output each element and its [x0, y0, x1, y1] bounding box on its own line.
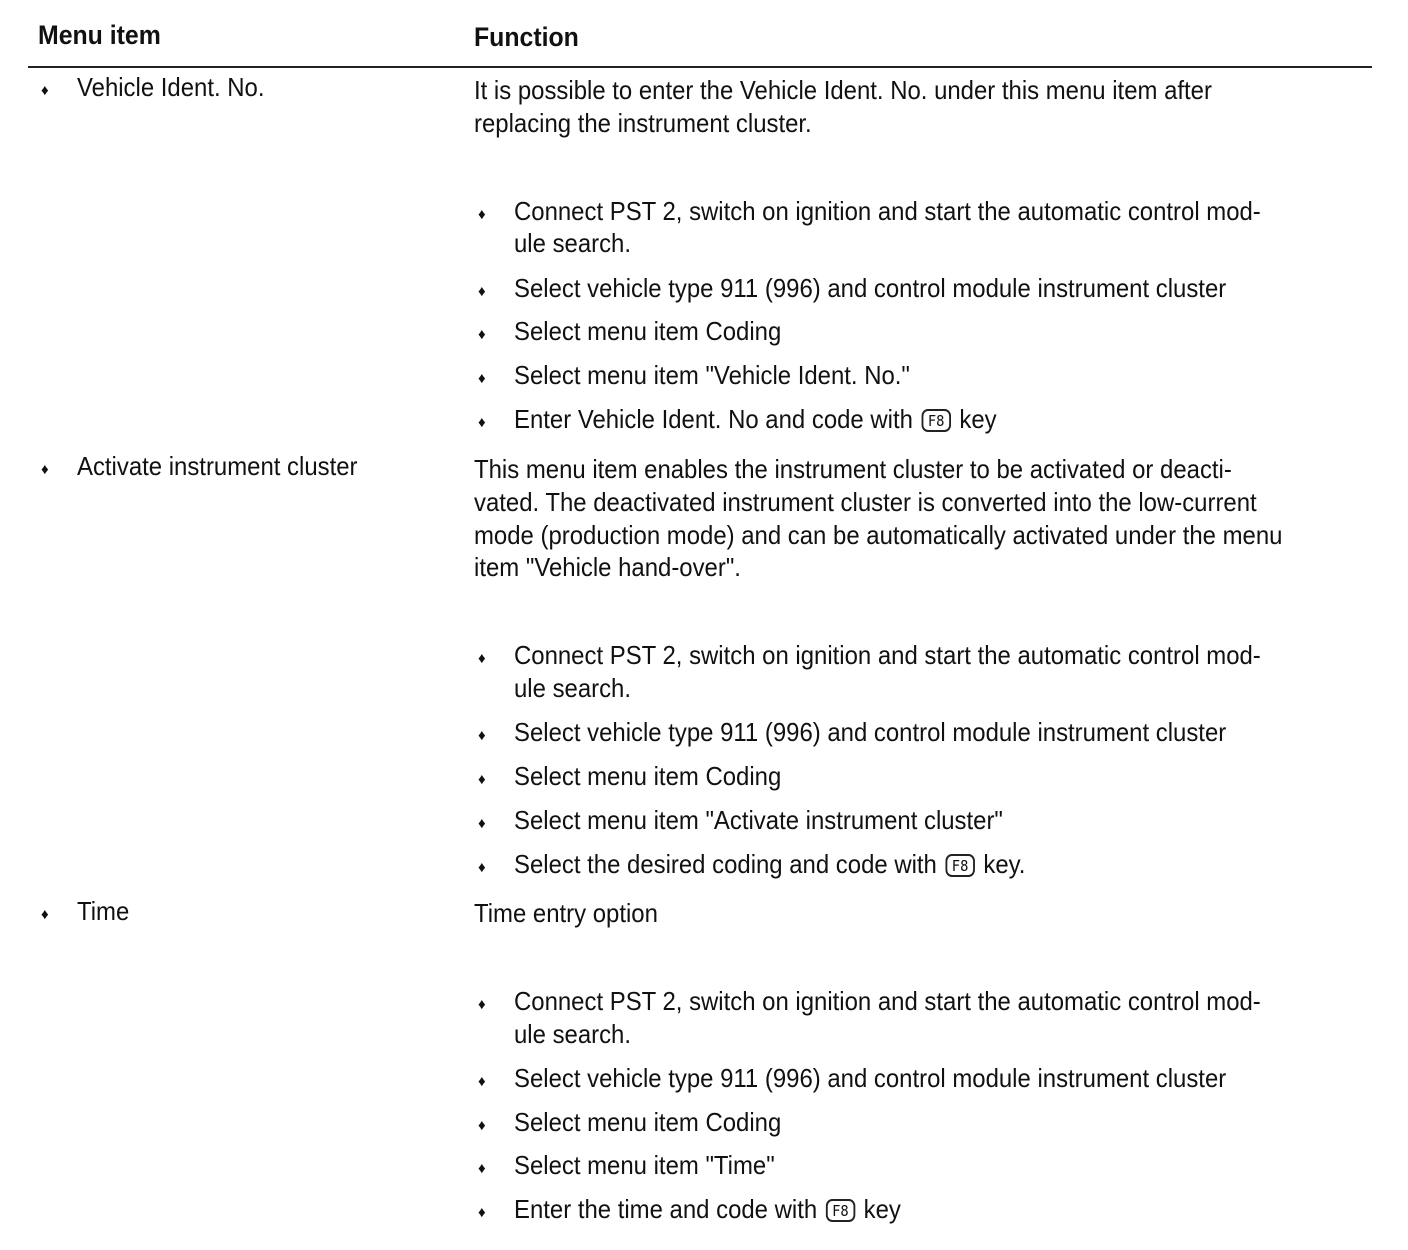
- description-line: vated. The deactivated instrument cluster is converted into the low-current: [474, 487, 1257, 517]
- step-bullet: ♦: [478, 414, 486, 431]
- step-line: Select menu item "Time": [514, 1150, 775, 1180]
- step-line: Select menu item "Vehicle Ident. No.": [514, 360, 910, 390]
- step-suffix: key.: [983, 849, 1026, 879]
- function-column-header: Function: [474, 22, 579, 52]
- step-bullet: ♦: [478, 1073, 486, 1090]
- step-bullet: ♦: [478, 771, 486, 788]
- step-suffix: key: [959, 404, 997, 434]
- step-line: Select menu item Coding: [514, 1107, 782, 1137]
- step-line: Select vehicle type 911 (996) and control module instrument cluster: [514, 717, 1227, 747]
- step-line: Select vehicle type 911 (996) and control module instrument cluster: [514, 273, 1227, 303]
- menu-item-vehicle-ident-no: Vehicle Ident. No.: [77, 72, 265, 102]
- step-bullet: ♦: [478, 859, 486, 876]
- step-line: [514, 1193, 901, 1226]
- step-text: Enter Vehicle Ident. No and code with: [514, 404, 913, 434]
- section-bullet: ♦: [41, 82, 49, 99]
- step-line: Select menu item Coding: [514, 316, 782, 346]
- step-text: Enter the time and code with: [514, 1194, 818, 1224]
- section-bullet: ♦: [41, 906, 49, 923]
- step-line: [514, 403, 997, 436]
- step-suffix: key: [863, 1194, 901, 1224]
- header-divider: [28, 66, 1372, 68]
- step-bullet: ♦: [478, 996, 486, 1013]
- description-line: item "Vehicle hand-over".: [474, 552, 741, 582]
- step-line: Connect PST 2, switch on ignition and start the automatic control mod-: [514, 640, 1261, 670]
- description-line: mode (production mode) and can be automatically activated under the menu: [474, 520, 1283, 550]
- step-line: ule search.: [514, 673, 632, 703]
- step-bullet: ♦: [478, 370, 486, 387]
- step-bullet: ♦: [478, 1160, 486, 1177]
- step-text: Select the desired coding and code with: [514, 849, 937, 879]
- step-bullet: ♦: [478, 727, 486, 744]
- step-bullet: ♦: [478, 815, 486, 832]
- step-line: ule search.: [514, 1019, 632, 1049]
- step-line: Connect PST 2, switch on ignition and start the automatic control mod-: [514, 196, 1261, 226]
- menu-item-time: Time: [77, 896, 130, 926]
- step-bullet: ♦: [478, 1117, 486, 1134]
- step-line: [514, 848, 1025, 881]
- menu-item-activate-instrument-cluster: Activate instrument cluster: [77, 451, 358, 481]
- step-bullet: ♦: [478, 326, 486, 343]
- section-bullet: ♦: [41, 461, 49, 478]
- description-line: Time entry option: [474, 898, 658, 928]
- f8-key-icon: F8: [921, 409, 950, 432]
- description-line: It is possible to enter the Vehicle Ident. No. under this menu item after: [474, 75, 1212, 105]
- f8-key-icon: F8: [826, 1199, 855, 1222]
- menu-item-column-header: Menu item: [38, 20, 161, 50]
- step-bullet: ♦: [478, 1204, 486, 1221]
- step-line: Connect PST 2, switch on ignition and start the automatic control mod-: [514, 986, 1261, 1016]
- step-bullet: ♦: [478, 283, 486, 300]
- step-line: Select menu item "Activate instrument cluster": [514, 805, 1003, 835]
- step-bullet: ♦: [478, 650, 486, 667]
- step-line: ule search.: [514, 228, 632, 258]
- description-line: replacing the instrument cluster.: [474, 108, 812, 138]
- step-bullet: ♦: [478, 206, 486, 223]
- f8-key-icon: F8: [945, 854, 974, 877]
- step-line: Select vehicle type 911 (996) and control module instrument cluster: [514, 1063, 1227, 1093]
- step-line: Select menu item Coding: [514, 761, 782, 791]
- description-line: This menu item enables the instrument cluster to be activated or deacti-: [474, 454, 1232, 484]
